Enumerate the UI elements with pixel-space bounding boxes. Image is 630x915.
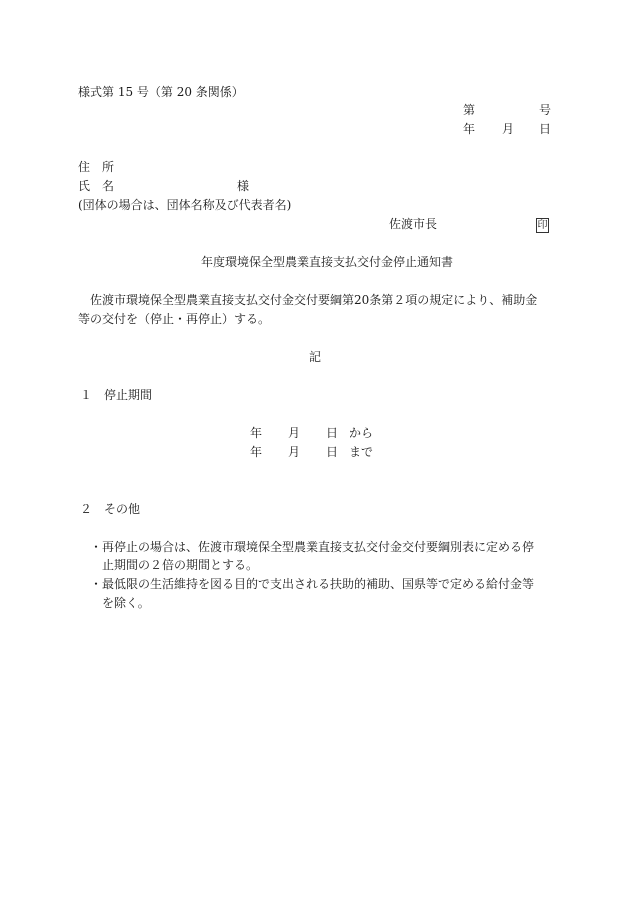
period-to-suffix: まで — [349, 445, 374, 459]
bullet-2-marker: ・ — [90, 577, 103, 591]
document-title: 年度環境保全型農業直接支払交付金停止通知書 — [201, 255, 454, 269]
period-to-month: 月 — [288, 445, 301, 459]
name-label: 氏 名 — [78, 179, 115, 193]
bullet-2-line-1: 最低限の生活維持を図る目的で支出される扶助的補助、国県等で定める給付金等 — [102, 577, 535, 591]
doc-number-suffix: 号 — [539, 103, 552, 117]
bullet-1-line-1: 再停止の場合は、佐渡市環境保全型農業直接支払交付金交付要綱別表に定める停 — [102, 540, 535, 554]
bullet-1-line-2: 止期間の２倍の期間とする。 — [102, 558, 259, 572]
period-from-year: 年 — [250, 426, 263, 440]
honorific-sama: 様 — [237, 179, 250, 193]
body-text-line-1: 佐渡市環境保全型農業直接支払交付金交付要綱第20条第２項の規定により、補助金 — [90, 293, 538, 307]
body-text-line-2: 等の交付を（停止・再停止）する。 — [78, 312, 271, 326]
period-from-month: 月 — [288, 426, 301, 440]
form-number: 様式第 15 号（第 20 条関係） — [78, 85, 244, 99]
seal-box — [536, 216, 549, 233]
section-1-label: １ 停止期間 — [80, 388, 153, 402]
seal-mark: 印 — [537, 220, 548, 231]
issuer-name: 佐渡市長 — [389, 217, 438, 231]
ki-heading: 記 — [309, 350, 322, 364]
organization-note: (団体の場合は、団体名称及び代表者名) — [78, 198, 292, 212]
bullet-1-marker: ・ — [90, 540, 103, 554]
period-from-day: 日 — [326, 426, 339, 440]
doc-number-prefix: 第 — [463, 103, 476, 117]
date-day: 日 — [539, 122, 552, 136]
period-to-year: 年 — [250, 445, 263, 459]
period-from-suffix: から — [349, 426, 374, 440]
period-to-day: 日 — [326, 445, 339, 459]
bullet-2-line-2: を除く。 — [102, 596, 150, 610]
section-2-label: ２ その他 — [80, 502, 141, 516]
address-label: 住 所 — [78, 160, 115, 174]
date-month: 月 — [502, 122, 515, 136]
date-year: 年 — [463, 122, 476, 136]
